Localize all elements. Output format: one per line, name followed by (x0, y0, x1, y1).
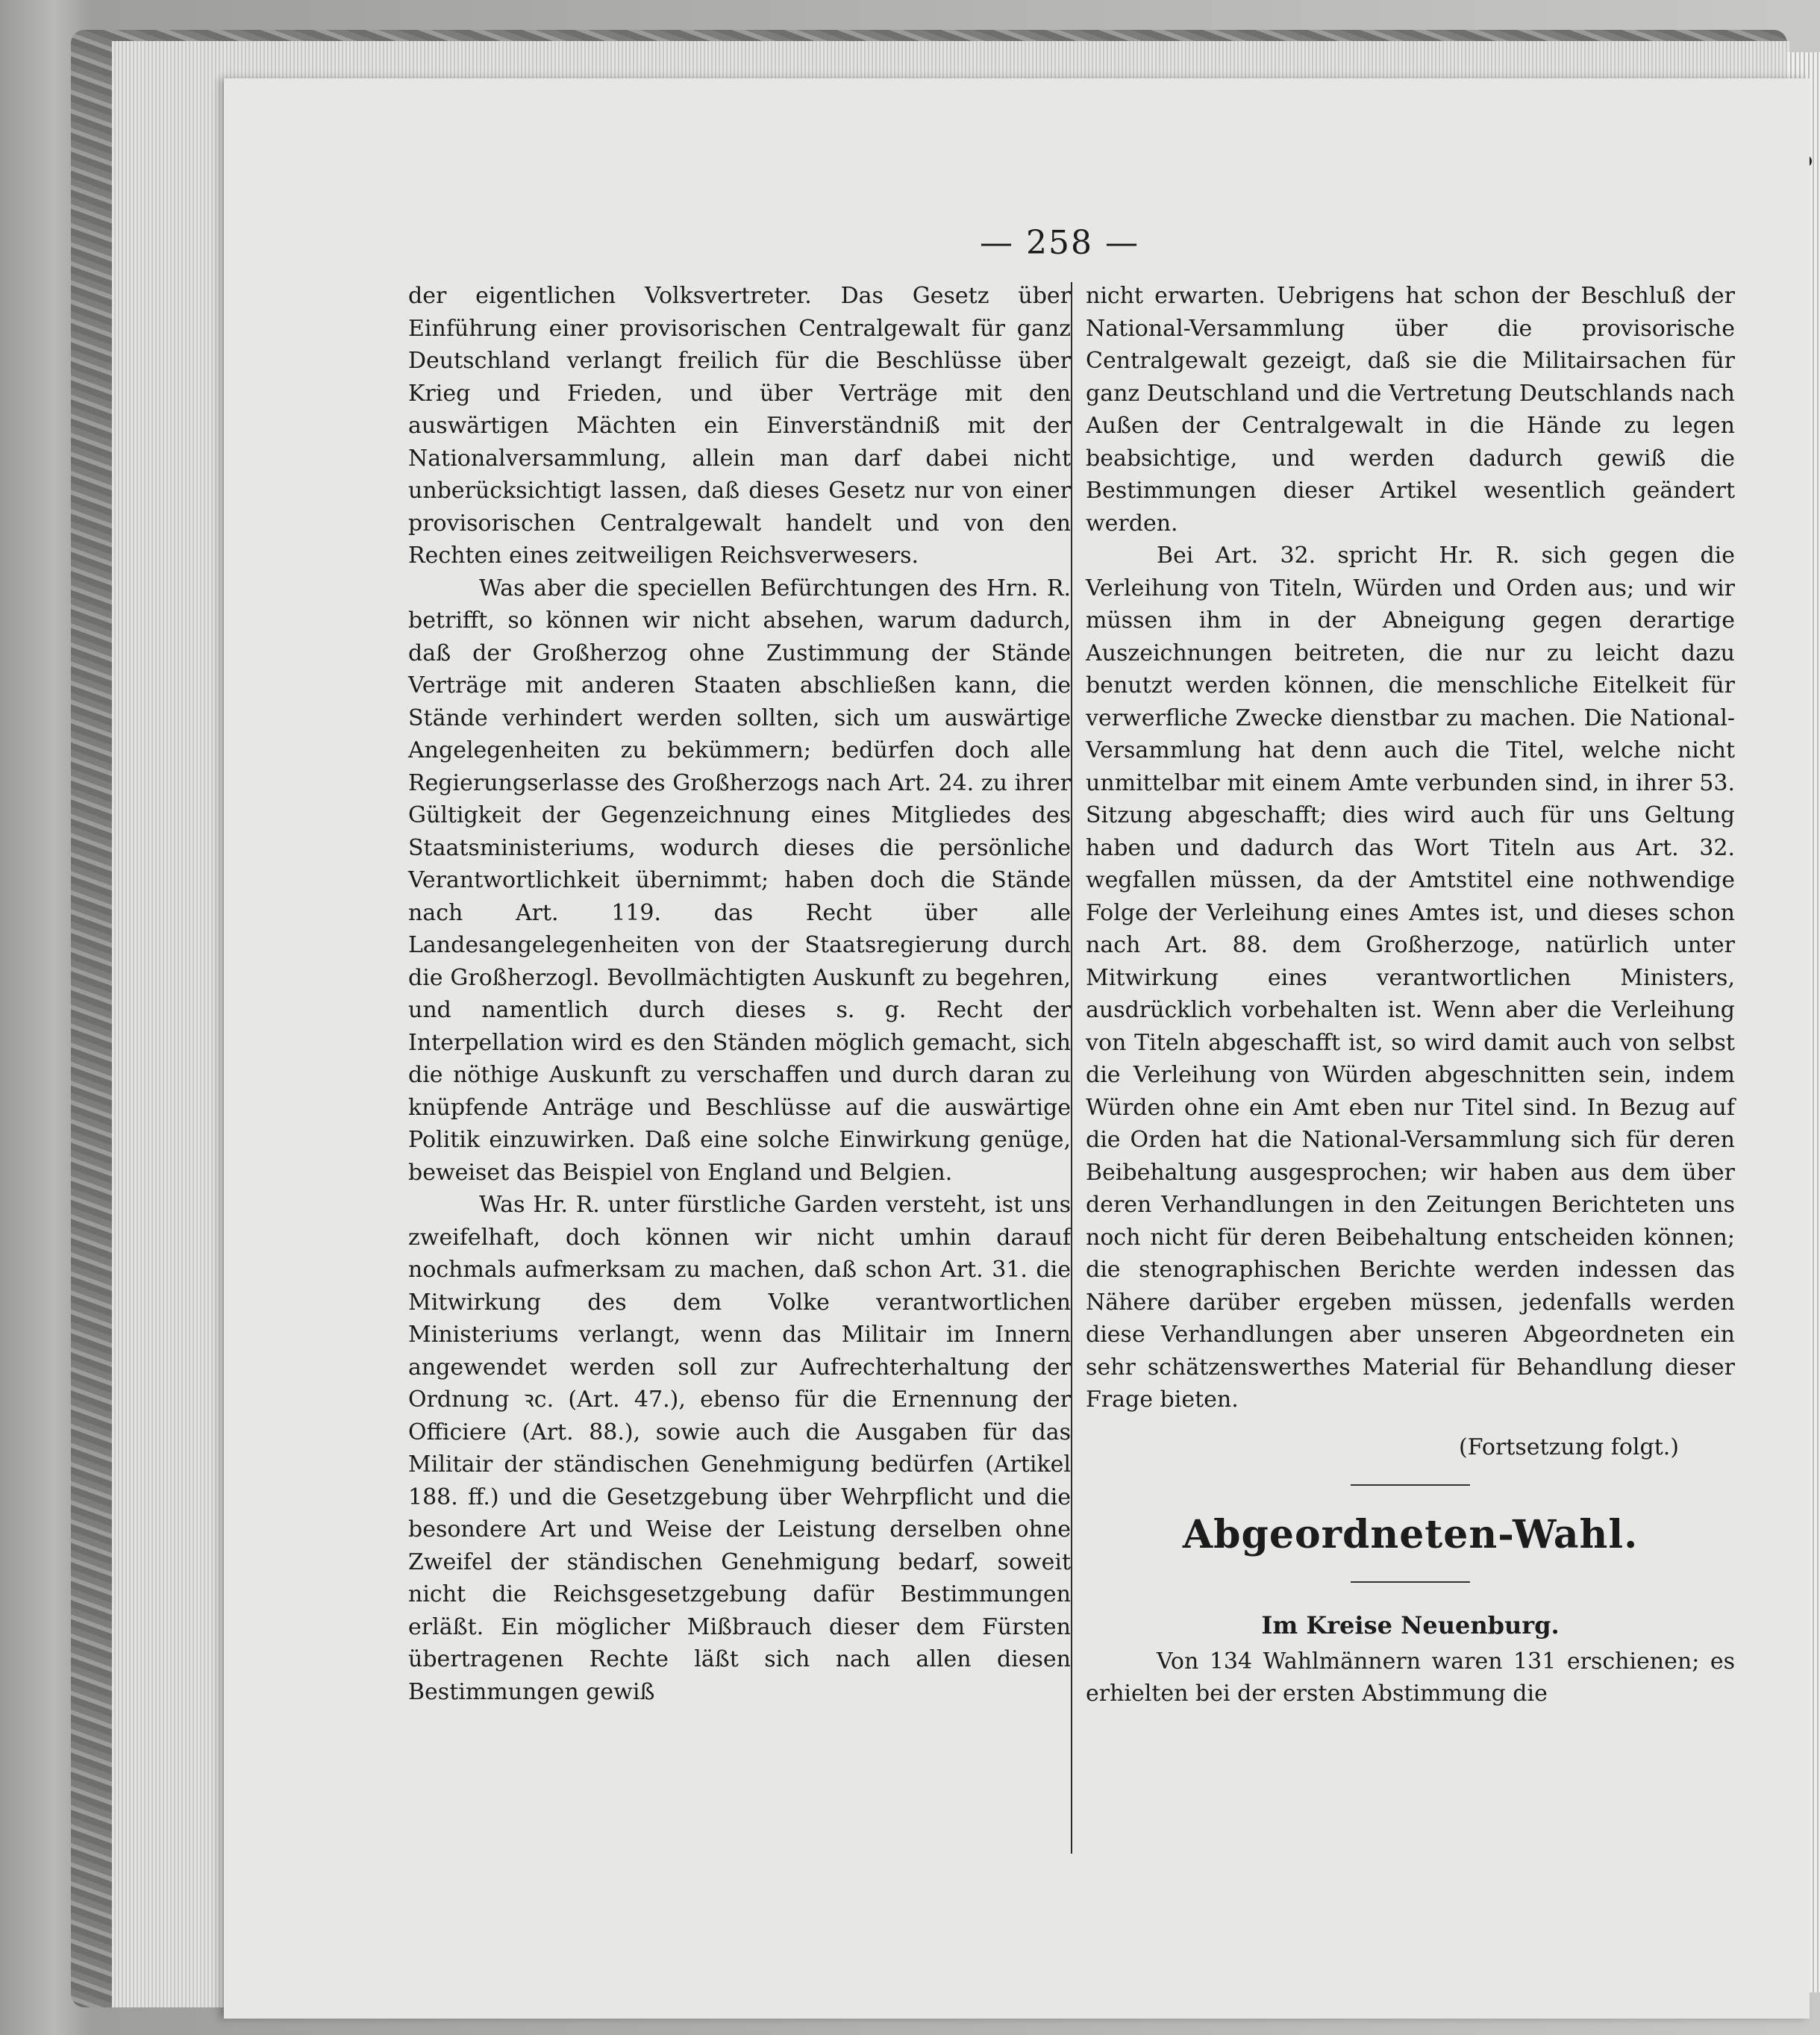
paragraph: der eigentlichen Volksvertreter. Das Gesetz über Einführung einer provisorischen Centralgewalt für ganz Deutschland verlangt freilich für die Beschlüsse über Krieg und Frieden, und über Verträge mit den auswärtigen Mächten ein Einverständniß mit der Nationalversammlung, allein man darf dabei nicht unberücksichtigt lassen, daß dieses Gesetz nur von einer provisorischen Centralgewalt handelt und von den Rechten eines zeitweiligen Reichsverwesers. (408, 283, 1071, 569)
section-heading: Abgeordneten-Wahl. (1182, 1512, 1639, 1557)
section-divider (1351, 1581, 1470, 1583)
page-number: — 258 — (980, 224, 1139, 262)
continuation-note: (Fortsetzung folgt.) (1459, 1434, 1679, 1460)
column-divider (1071, 282, 1072, 1854)
paragraph: Bei Art. 32. spricht Hr. R. sich gegen die Verleihung von Titeln, Würden und Orden aus; und wir müssen ihm in der Abneigung gegen derartige Auszeichnungen beitreten, die nur zu leicht dazu benutzt werden können, die menschliche Eitelkeit für verwerfliche Zwecke dienstbar zu machen. Die National-Versammlung hat denn auch die Titel, welche nicht unmittelbar mit einem Amte verbunden sind, in ihrer 53. Sitzung abgeschafft; dies wird auch für uns Geltung haben und dadurch das Wort Titeln aus Art. 32. wegfallen müssen, da der Amtstitel eine nothwendige Folge der Verleihung eines Amtes ist, und dieses schon nach Art. 88. dem Großherzoge, natürlich unter Mitwirkung eines verantwortlichen Ministers, ausdrücklich vorbehalten ist. Wenn aber die Verleihung von Titeln abgeschafft ist, so wird damit auch von selbst die Verleihung von Würden abgeschnitten sein, indem Würden ohne ein Amt eben nur Titel sind. In Bezug auf die Orden hat die National-Versammlung sich für deren Beibehaltung ausgesprochen; wir haben aus dem über deren Verhandlungen in den Zeitungen Berichteten uns noch nicht für deren Beibehaltung entscheiden können; die stenographischen Berichte werden indessen das Nähere darüber ergeben müssen, jedenfalls werden diese Verhandlungen aber unseren Abgeordneten ein sehr schätzenswerthes Material für Behandlung dieser Frage bieten. (1086, 543, 1735, 1413)
section-divider (1351, 1484, 1470, 1486)
left-column (408, 280, 1071, 1708)
paragraph: Von 134 Wahlmännern waren 131 erschienen; es erhielten bei der ersten Abstimmung die (1086, 1648, 1735, 1707)
paragraph: nicht erwarten. Uebrigens hat schon der Beschluß der National-Versammlung über die provisorische Centralgewalt gezeigt, daß sie die Militairsachen für ganz Deutschland und die Vertretung Deutschlands nach Außen der Centralgewalt in die Hände zu legen beabsichtige, und werden dadurch gewiß die Bestimmungen dieser Artikel wesentlich geändert werden. (1086, 283, 1735, 537)
paragraph: Was Hr. R. unter fürstliche Garden versteht, ist uns zweifelhaft, doch können wir nicht umhin darauf nochmals aufmerksam zu machen, daß schon Art. 31. die Mitwirkung des dem Volke verantwortlichen Ministeriums verlangt, wenn das Militair im Innern angewendet werden soll zur Aufrechterhaltung der Ordnung ꝛc. (Art. 47.), ebenso für die Ernennung der Officiere (Art. 88.), sowie auch die Ausgaben für das Militair der ständischen Genehmigung bedürfen (Artikel 188. ff.) und die Gesetzgebung über Wehrpflicht und die besondere Art und Weise der Leistung derselben ohne Zweifel der ständischen Genehmigung bedarf, soweit nicht die Reichsgesetzgebung dafür Bestimmungen erläßt. Ein möglicher Mißbrauch dieser dem Fürsten übertragenen Rechte läßt sich nach allen diesen Bestimmungen gewiß (408, 1192, 1071, 1705)
paragraph: Was aber die speciellen Befürchtungen des Hrn. R. betrifft, so können wir nicht absehen, warum dadurch, daß der Großherzog ohne Zustimmung der Stände Verträge mit anderen Staaten abschließen kann, die Stände verhindert werden sollten, sich um auswärtige Angelegenheiten zu bekümmern; bedürfen doch alle Regierungserlasse des Großherzogs nach Art. 24. zu ihrer Gültigkeit der Gegenzeichnung eines Mitgliedes des Staatsministeriums, wodurch dieses die persönliche Verantwortlichkeit übernimmt; haben doch die Stände nach Art. 119. das Recht über alle Landesangelegenheiten von der Staatsregierung durch die Großherzogl. Bevollmächtigten Auskunft zu begehren, und namentlich durch dieses s. g. Recht der Interpellation wird es den Ständen möglich gemacht, sich die nöthige Auskunft zu verschaffen und durch daran zu knüpfende Anträge und Beschlüsse auf die auswärtige Politik einzuwirken. Daß eine solche Einwirkung genüge, beweiset das Beispiel von England und Belgien. (408, 575, 1071, 1186)
right-column (1086, 280, 1735, 1710)
sub-heading: Im Kreise Neuenburg. (1261, 1611, 1560, 1639)
